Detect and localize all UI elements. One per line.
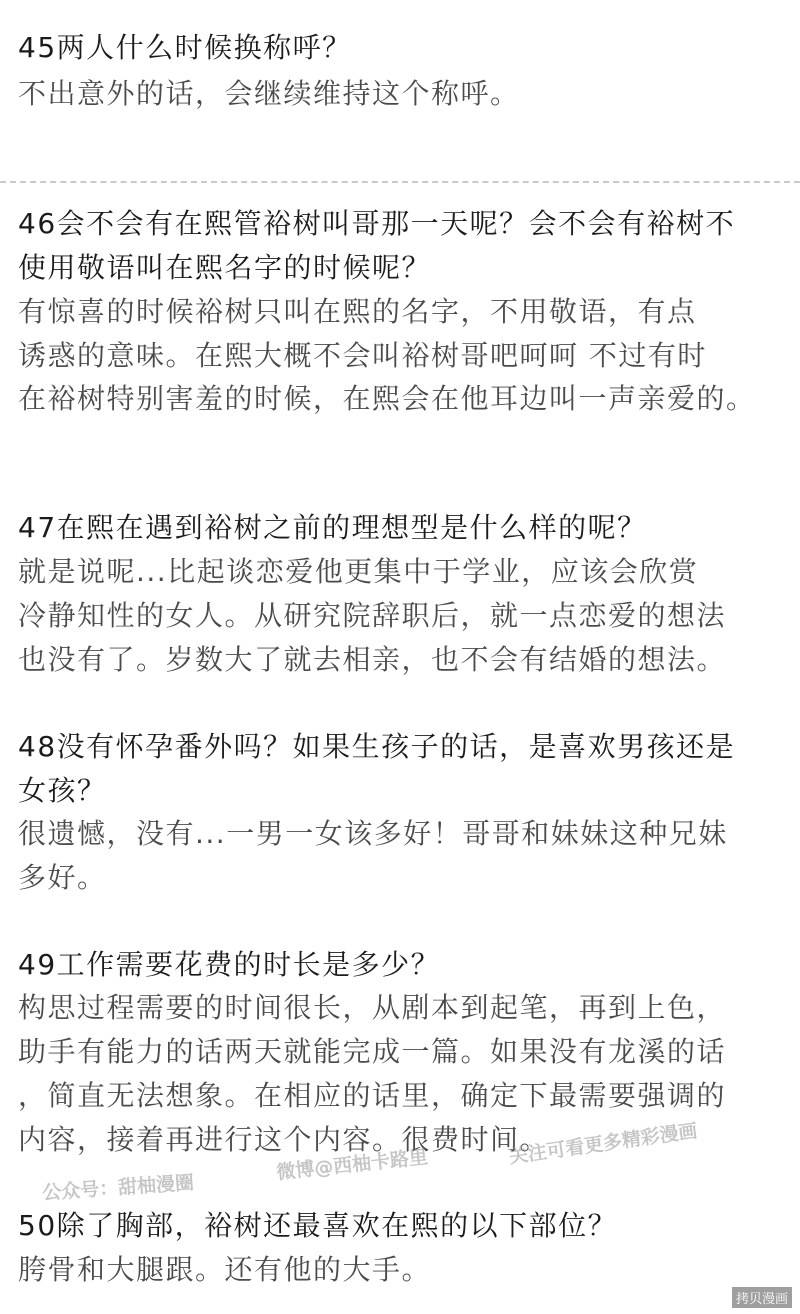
answer-48-line-1: 很遗憾，没有...一男一女该多好！哥哥和妹妹这种兄妹 (18, 817, 728, 850)
answer-49-line-1: 构思过程需要的时间很长，从剧本到起笔，再到上色， (18, 991, 727, 1024)
weibo-watermark: 微博@西柚卡路里 (275, 1146, 429, 1184)
question-46-line-1: 46会不会有在熙管裕树叫哥那一天呢？会不会有裕树不 (18, 207, 736, 240)
question-48-line-1: 48没有怀孕番外吗？如果生孩子的话，是喜欢男孩还是 (18, 730, 736, 763)
question-48-line-2: 女孩？ (18, 774, 107, 807)
wechat-watermark: 公众号：甜柚漫圈 (41, 1171, 195, 1205)
answer-49-line-2: 助手有能力的话两天就能完成一篇。如果没有龙溪的话 (18, 1035, 727, 1068)
answer-49-line-4: 内容，接着再进行这个内容。很费时间。 (18, 1123, 550, 1156)
question-50-line-1: 50除了胸部，裕树还最喜欢在熙的以下部位？ (18, 1209, 618, 1242)
question-47-line-1: 47在熙在遇到裕树之前的理想型是什么样的呢？ (18, 511, 647, 544)
answer-46-line-1: 有惊喜的时候裕树只叫在熙的名字，不用敬语，有点 (18, 295, 697, 328)
answer-45-line-1: 不出意外的话，会继续维持这个称呼。 (18, 77, 520, 110)
answer-46-line-3: 在裕树特别害羞的时候，在熙会在他耳边叫一声亲爱的。 (18, 382, 756, 415)
answer-48-line-2: 多好。 (18, 861, 107, 894)
answer-49-line-3: ，简直无法想象。在相应的话里，确定下最需要强调的 (18, 1079, 727, 1112)
answer-47-line-3: 也没有了。岁数大了就去相亲，也不会有结婚的想法。 (18, 643, 727, 676)
answer-50-line-1: 胯骨和大腿跟。还有他的大手。 (18, 1253, 432, 1286)
question-46-line-2: 使用敬语叫在熙名字的时候呢？ (18, 251, 432, 284)
answer-47-line-1: 就是说呢...比起谈恋爱他更集中于学业，应该会欣赏 (18, 555, 699, 588)
answer-46-line-2: 诱惑的意味。在熙大概不会叫裕树哥吧呵呵 不过有时 (18, 339, 707, 372)
follow-watermark: 关注可看更多精彩漫画 (507, 1119, 699, 1169)
question-49-line-1: 49工作需要花费的时长是多少？ (18, 948, 441, 981)
answer-47-line-2: 冷静知性的女人。从研究院辞职后，就一点恋爱的想法 (18, 599, 727, 632)
dashed-divider (0, 181, 800, 183)
question-45-line-1: 45两人什么时候换称呼？ (18, 31, 352, 64)
corner-watermark: 拷贝漫画 (732, 1287, 792, 1308)
